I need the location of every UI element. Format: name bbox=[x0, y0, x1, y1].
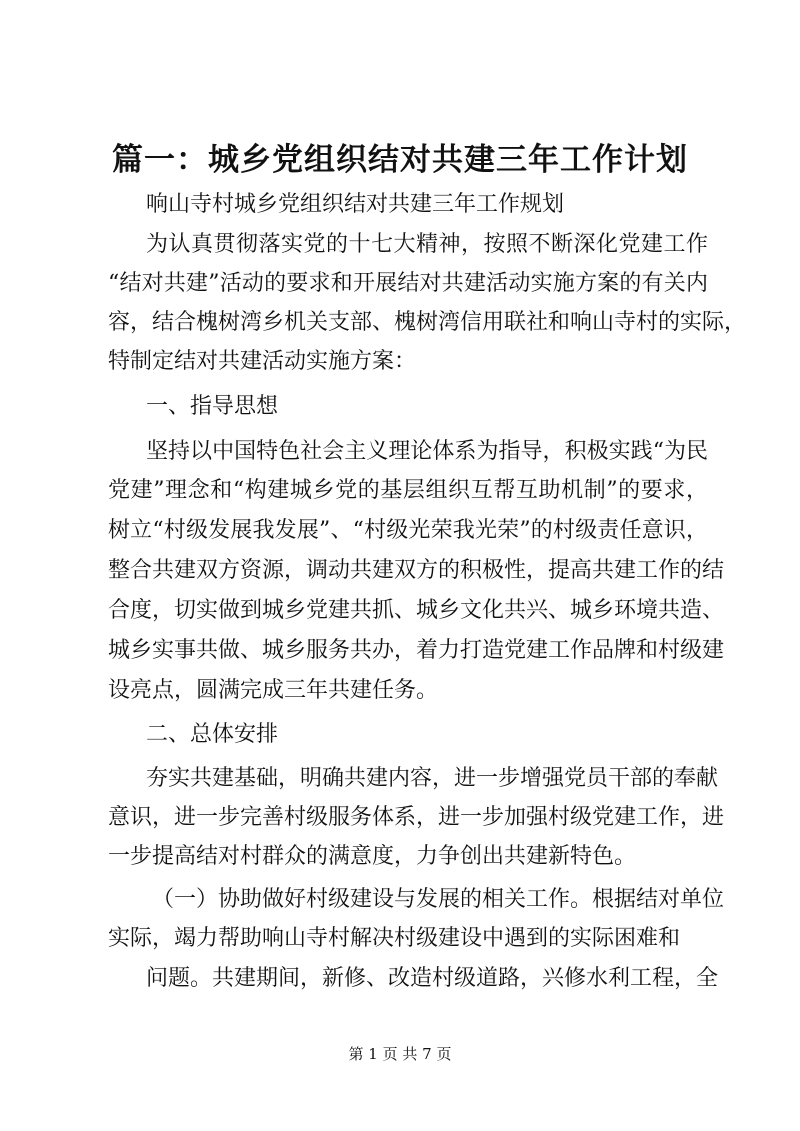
paragraph-line: 特制定结对共建活动实施方案： bbox=[108, 349, 417, 374]
paragraph-line: （一）协助做好村级建设与发展的相关工作。根据结对单位 bbox=[152, 887, 725, 912]
paragraph-line: 整合共建双方资源，调动共建双方的积极性，提高共建工作的结 bbox=[108, 558, 725, 583]
page-number: 第 1 页 共 7 页 bbox=[348, 1045, 452, 1063]
paragraph-line: 树立“村级发展我发展”、“村级光荣我光荣”的村级责任意识， bbox=[108, 518, 708, 543]
paragraph-line: 一步提高结对村群众的满意度，力争创出共建新特色。 bbox=[108, 844, 637, 869]
paragraph-line: 设亮点，圆满完成三年共建任务。 bbox=[108, 678, 439, 703]
paragraph-line: “结对共建”活动的要求和开展结对共建活动实施方案的有关内 bbox=[108, 271, 708, 296]
paragraph-line: 坚持以中国特色社会主义理论体系为指导，积极实践“为民 bbox=[146, 439, 708, 464]
paragraph-line: 为认真贯彻落实党的十七大精神，按照不断深化党建工作 bbox=[146, 232, 708, 257]
paragraph-line: 意识，进一步完善村级服务体系，进一步加强村级党建工作，进 bbox=[108, 805, 725, 830]
paragraph-line: 合度，切实做到城乡党建共抓、城乡文化共兴、城乡环境共造、 bbox=[108, 598, 725, 623]
paragraph-line: 党建”理念和“构建城乡党的基层组织互帮互助机制”的要求， bbox=[108, 478, 708, 503]
paragraph-line: 实际，竭力帮助响山寺村解决村级建设中遇到的实际困难和 bbox=[108, 926, 681, 951]
paragraph-line: 夯实共建基础，明确共建内容，进一步增强党员干部的奉献 bbox=[146, 766, 719, 791]
paragraph-line: 问题。共建期间，新修、改造村级道路，兴修水利工程，全 bbox=[146, 966, 719, 991]
subtitle-line: 响山寺村城乡党组织结对共建三年工作规划 bbox=[146, 192, 565, 217]
section-heading: 一、指导思想 bbox=[146, 394, 279, 419]
paragraph-line: 城乡实事共做、城乡服务共办，着力打造党建工作品牌和村级建 bbox=[108, 638, 725, 663]
section-heading: 二、总体安排 bbox=[146, 722, 279, 747]
page-title: 篇一：城乡党组织结对共建三年工作计划 bbox=[112, 142, 688, 178]
paragraph-line: 容，结合槐树湾乡机关支部、槐树湾信用联社和响山寺村的实际， bbox=[108, 310, 747, 335]
